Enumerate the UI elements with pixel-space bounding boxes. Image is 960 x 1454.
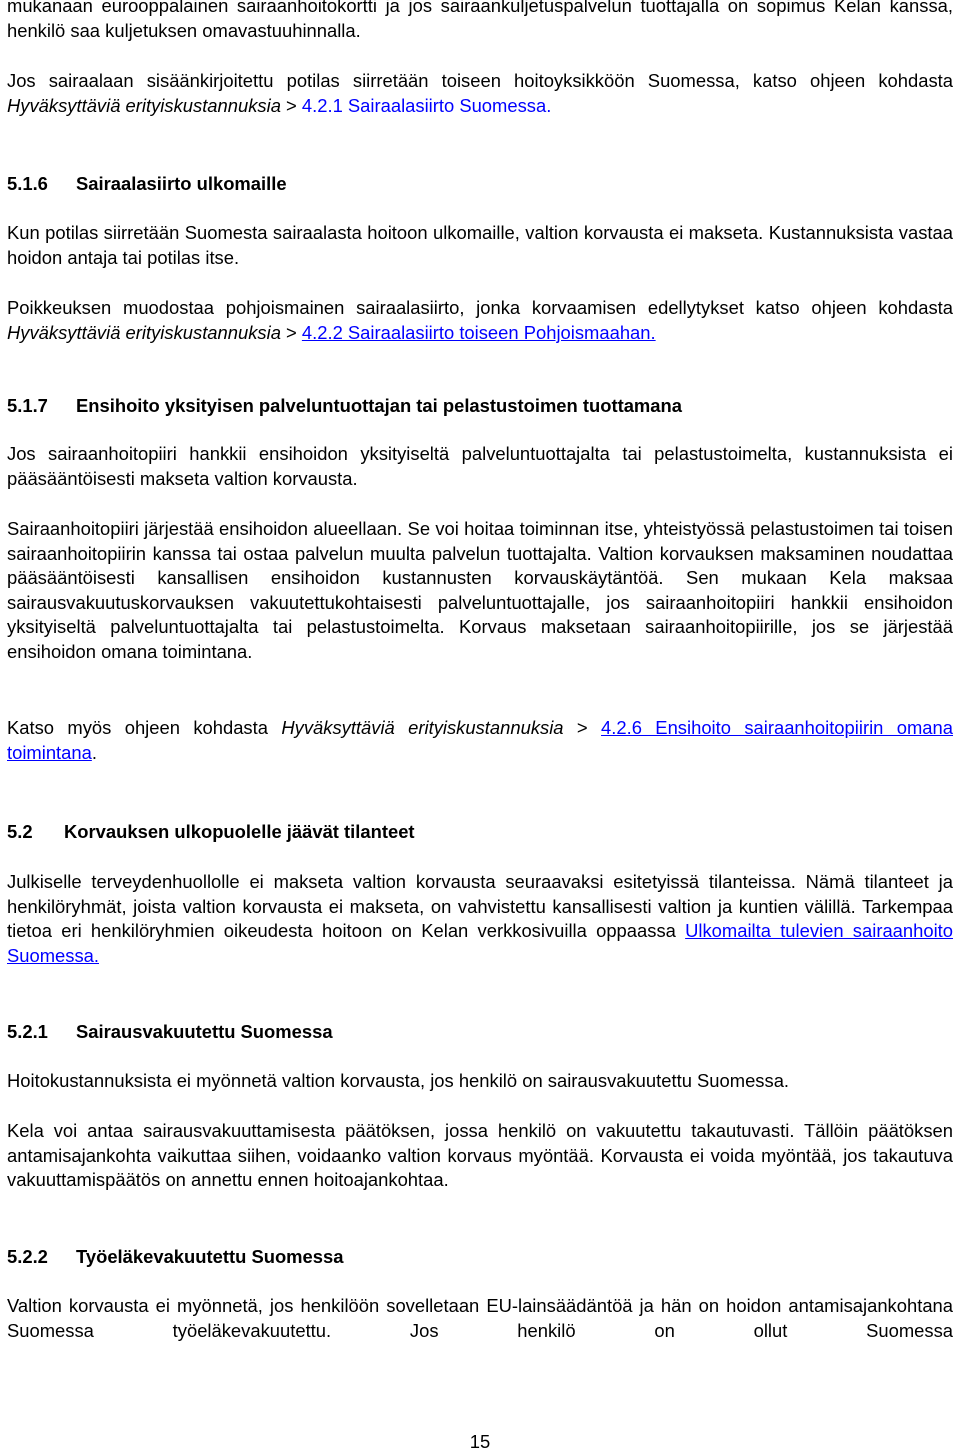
link-4-2-1[interactable]: 4.2.1 Sairaalasiirto Suomessa. bbox=[301, 94, 552, 116]
page-number: 15 bbox=[469, 1431, 491, 1452]
heading-5-1-6: 5.1.6 Sairaalasiirto ulkomaille bbox=[7, 173, 287, 194]
intro-paragraph-2: Jos sairaalaan sisäänkirjoitettu potilas siirretään toiseen hoitoyksikköön Suomessa, katso ohjeen kohdasta Hyväksyttäviä erityiskustannuksia > 4.2.1 Sairaalasiirto Suomessa. bbox=[7, 70, 953, 116]
heading-5-2-2: 5.2.2 Työeläkevakuutettu Suomessa bbox=[7, 1246, 344, 1267]
link-4-2-2[interactable]: 4.2.2 Sairaalasiirto toiseen Pohjoismaahan. bbox=[301, 321, 656, 343]
heading-5-1-7: 5.1.7 Ensihoito yksityisen palveluntuottajan tai pelastustoimen tuottamana bbox=[7, 395, 682, 416]
link-4-2-6[interactable]: 4.2.6 Ensihoito sairaanhoitopiirin omana toimintana bbox=[7, 717, 953, 763]
s516-paragraph-1: Kun potilas siirretään Suomesta sairaalasta hoitoon ulkomaille, valtion korvausta ei makseta. Kustannuksista vastaa hoidon antaja tai potilas itse. bbox=[7, 222, 953, 268]
s516-paragraph-2: Poikkeuksen muodostaa pohjoismainen sairaalasiirto, jonka korvaamisen edellytykset katso ohjeen kohdasta Hyväksyttäviä erityiskustannuksia > 4.2.2 Sairaalasiirto toiseen Pohjoismaahan. bbox=[7, 297, 953, 343]
s522-paragraph-1: Valtion korvausta ei myönnetä, jos henkilöön sovelletaan EU-lainsäädäntöä ja hän on hoidon antamisajankohtana Suomessa työeläkevakuutettu. Jos henkilö on ollut Suomessa bbox=[7, 1295, 953, 1341]
heading-5-2-1: 5.2.1 Sairausvakuutettu Suomessa bbox=[7, 1021, 333, 1042]
link-ulkomailta-tulevien[interactable]: Ulkomailta tulevien sairaanhoito Suomessa. bbox=[7, 920, 954, 966]
s517-paragraph-1: Jos sairaanhoitopiiri hankkii ensihoidon yksityiseltä palveluntuottajalta tai pelastustoimelta, kustannuksista ei pääsääntöisesti makseta valtion korvausta. bbox=[7, 443, 953, 489]
heading-5-2: 5.2 Korvauksen ulkopuolelle jäävät tilanteet bbox=[7, 821, 415, 842]
s521-paragraph-2: Kela voi antaa sairausvakuuttamisesta päätöksen, jossa henkilö on vakuutettu takautuvasti. Tällöin päätöksen antamisajankohta vaikuttaa siihen, voidaanko valtion korvaus myöntää. Korvausta ei voida myöntää, jos takautuva vakuuttamispäätös on annettu ennen hoitoajankohtaa. bbox=[7, 1120, 953, 1191]
s517-paragraph-3: Katso myös ohjeen kohdasta Hyväksyttäviä erityiskustannuksia > 4.2.6 Ensihoito sairaanhoitopiirin omana toimintana. bbox=[7, 717, 953, 763]
s517-paragraph-2: Sairaanhoitopiiri järjestää ensihoidon alueellaan. Se voi hoitaa toiminnan itse, yhteistyössä pelastustoimen tai toisen sairaanhoitopiirin kanssa tai ostaa palvelun muulta palvelun tuottajalta. Valtion korvauksen maksaminen noudattaa pääsääntöisesti kansallisen ensihoidon kustannusten korvauskäytäntöä. Sen mukaan Kela maksaa sairausvakuutuskorvauksen vakuutettukohtaisesti palveluntuottajalle, jos sairaanhoitopiiri hankkii ensihoidon yksityiseltä palveluntuottajalta tai pelastustoimelta. Korvaus maksetaan sairaanhoitopiirille, jos se järjestää ensihoidon omana toimintana. bbox=[7, 518, 953, 662]
s52-paragraph-1: Julkiselle terveydenhuollolle ei makseta valtion korvausta seuraavaksi esitetyissä tilanteissa. Nämä tilanteet ja henkilöryhmät, joista valtion korvausta ei makseta, on vahvistettu kansallisesti valtion ja kuntien välillä. Tarkempaa tietoa eri henkilöryhmien oikeudesta hoitoon on Kelan verkkosivuilla oppaassa Ulkomailta tulevien sairaanhoito Suomessa. bbox=[7, 871, 954, 966]
intro-paragraph-1: mukanaan eurooppalainen sairaanhoitokortti ja jos sairaankuljetuspalvelun tuottajalla on sopimus Kelan kanssa, henkilö saa kuljetuksen omavastuuhinnalla. bbox=[7, 0, 953, 41]
s521-paragraph-1: Hoitokustannuksista ei myönnetä valtion korvausta, jos henkilö on sairausvakuutettu Suomessa. bbox=[7, 1070, 790, 1091]
